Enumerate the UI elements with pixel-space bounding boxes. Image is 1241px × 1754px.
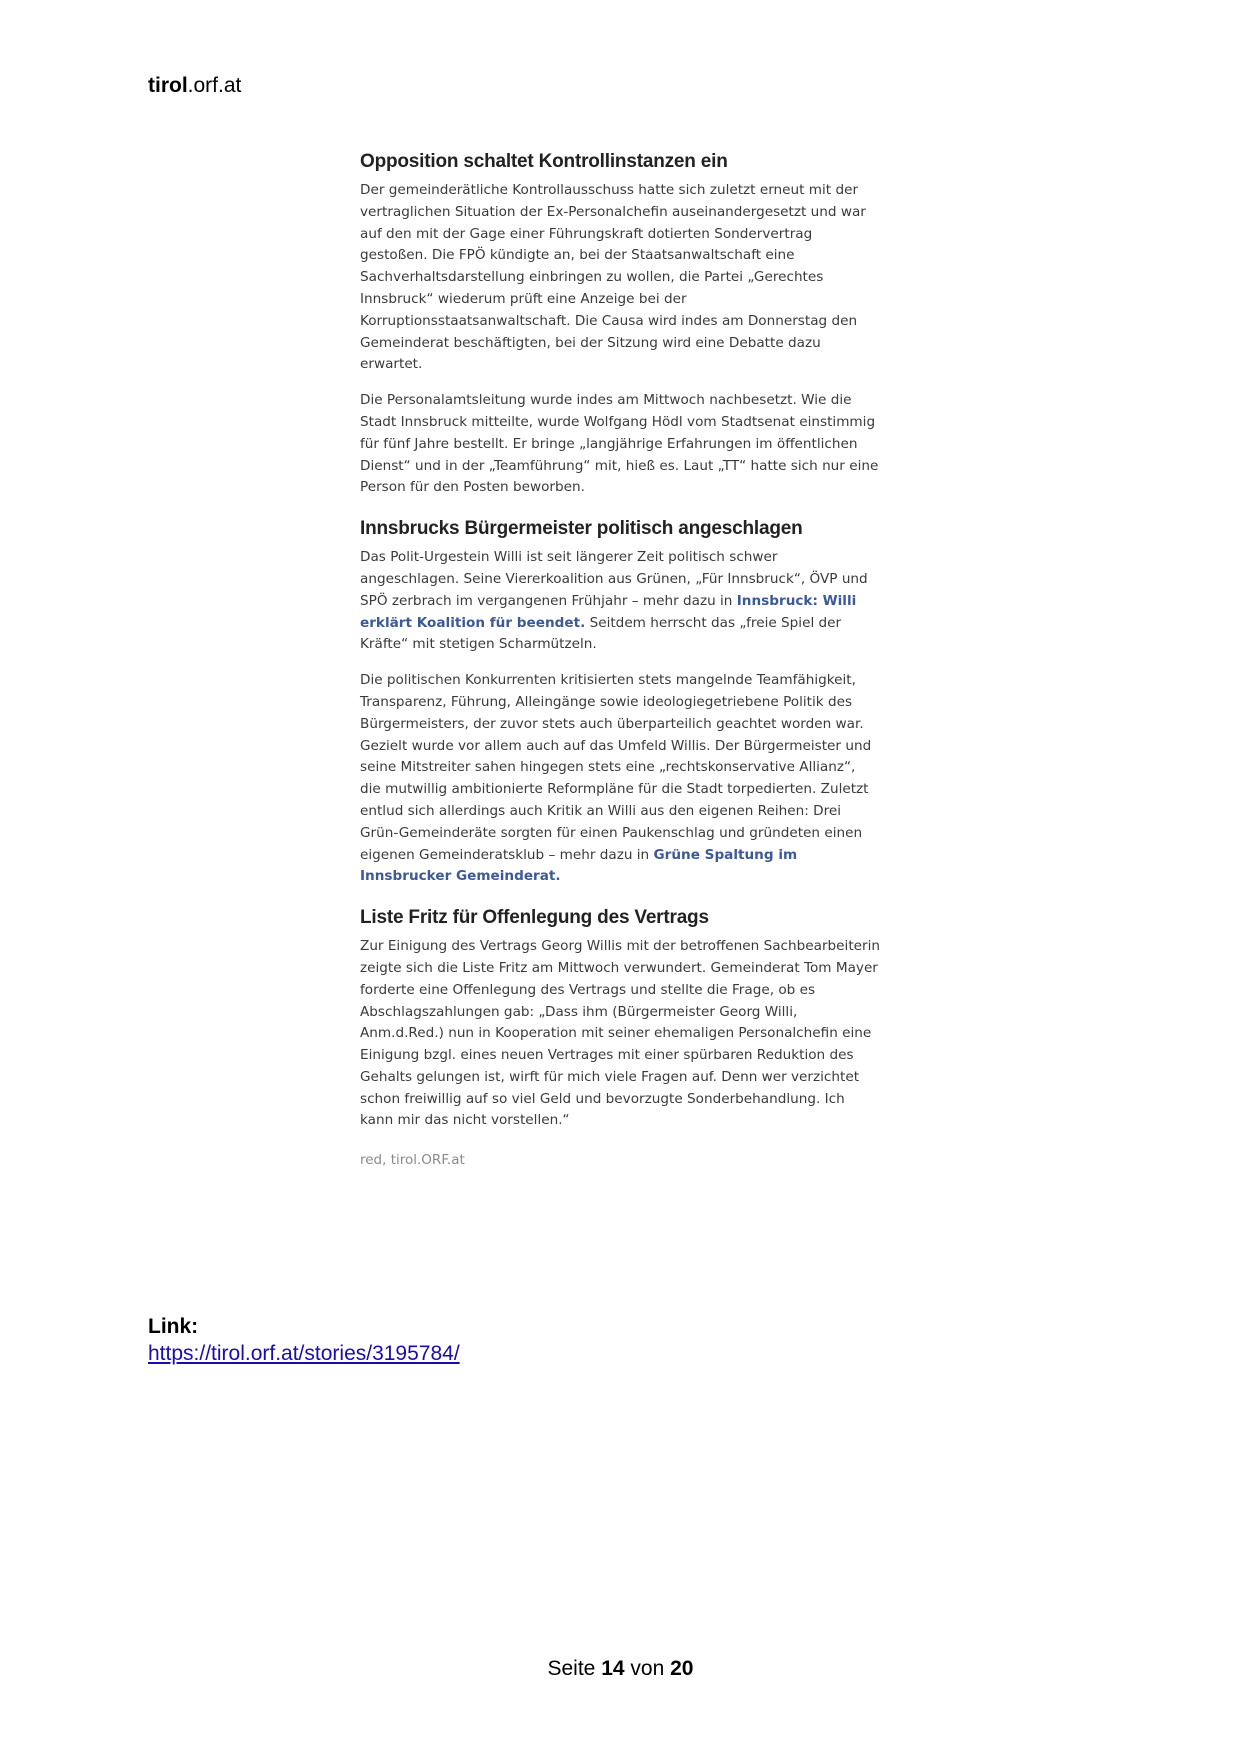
text-segment: Die politischen Konkurrenten kritisierten stets mangelnde Teamfähigkeit, Transparenz, Führung, Alleingänge sowie ideologiegetriebene Politik des Bürgermeisters, der zuvor stets auch überparteilich geachtet worden war. Gezielt wurde vor allem auch auf das Umfeld Willis. Der Bürgermeister und seine Mitstreiter sahen hingegen stets eine „rechtskonservative Allianz“, die mutwillig ambitionierte Reformpläne für die Stadt torpedierten. Zuletzt entlud sich allerdings auch Kritik an Willi aus den eigenen Reihen: Drei Grün-Gemeinderäte sorgten für einen Paukenschlag und gründeten einen eigenen Gemeinderatsklub – mehr dazu in [360,672,872,863]
article-excerpt [360,150,880,1172]
section-title: Liste Fritz für Offenlegung des Vertrags [360,907,709,929]
section-opposition [360,150,880,499]
section-title: Innsbrucks Bürgermeister politisch angeschlagen [360,518,803,540]
footer-total-pages: 20 [670,1657,694,1680]
section-buergermeister [360,517,880,888]
paragraph: Die Personalamtsleitung wurde indes am Mittwoch nachbesetzt. Wie die Stadt Innsbruck mitteilte, wurde Wolfgang Hödl vom Stadtsenat einstimmig für fünf Jahre bestellt. Er bringe „langjährige Erfahrungen im öffentlichen Dienst“ und in der „Teamführung“ mit, hieß es. Laut „TT“ hatte sich nur eine Person für den Posten beworben. [360,392,879,496]
paragraph: Zur Einigung des Vertrags Georg Willis mit der betroffenen Sachbearbeiterin zeigte sich die Liste Fritz am Mittwoch verwundert. Gemeinderat Tom Mayer forderte eine Offenlegung des Vertrags und stellte die Frage, ob es Abschlagszahlungen gab: „Dass ihm (Bürgermeister Georg Willi, Anm.d.Red.) nun in Kooperation mit seiner ehemaligen Personalchefin eine Einigung bzgl. eines neuen Vertrages mit einer spürbaren Reduktion des Gehalts gelungen ist, wirft für mich viele Fragen auf. Denn wer verzichtet schon freiwillig auf so viel Geld und bevorzugte Sonderbehandlung. Ich kann mir das nicht vorstellen.“ [360,938,880,1129]
footer-prefix: Seite [547,1657,596,1680]
paragraph [360,670,880,888]
brand-header [148,74,241,98]
brand-bold: tirol [148,74,188,97]
section-title: Opposition schaltet Kontrollinstanzen ein [360,151,728,172]
text-segment: Das Polit-Urgestein Willi ist seit längerer Zeit politisch schwer angeschlagen. Seine Viererkoalition aus Grünen, „Für Innsbruck“, ÖVP und SPÖ zerbrach im vergangenen Frühjahr – mehr dazu in [360,549,868,609]
article-credit: red, tirol.ORF.at [360,1152,465,1169]
paragraph [360,547,880,656]
source-url-link[interactable]: https://tirol.orf.at/stories/3195784/ [148,1342,460,1365]
brand-rest: .orf.at [187,74,242,97]
link-label: Link: [148,1315,199,1338]
article-link-koalition[interactable]: Innsbruck: Willi erklärt Koalition für beendet. [360,592,857,631]
page-footer [0,1657,1241,1681]
footer-middle: von [630,1657,665,1680]
article-link-spaltung[interactable]: Grüne Spaltung im Innsbrucker Gemeinderat. [360,846,798,885]
text-segment: Seitdem herrscht das „freie Spiel der Kräfte“ mit stetigen Scharmützeln. [360,614,842,653]
footer-page-number: 14 [601,1657,625,1680]
source-link-block [148,1313,460,1367]
section-liste-fritz [360,906,880,1132]
paragraph: Der gemeinderätliche Kontrollausschuss hatte sich zuletzt erneut mit der vertraglichen Situation der Ex-Personalchefin auseinandergesetzt und war auf den mit der Gage einer Führungskraft dotierten Sondervertrag gestoßen. Die FPÖ kündigte an, bei der Staatsanwaltschaft eine Sachverhaltsdarstellung einbringen zu wollen, die Partei „Gerechtes Innsbruck“ wiederum prüft eine Anzeige bei der Korruptionsstaatsanwaltschaft. Die Causa wird indes am Donnerstag den Gemeinderat beschäftigten, bei der Sitzung wird eine Debatte dazu erwartet. [360,182,866,373]
